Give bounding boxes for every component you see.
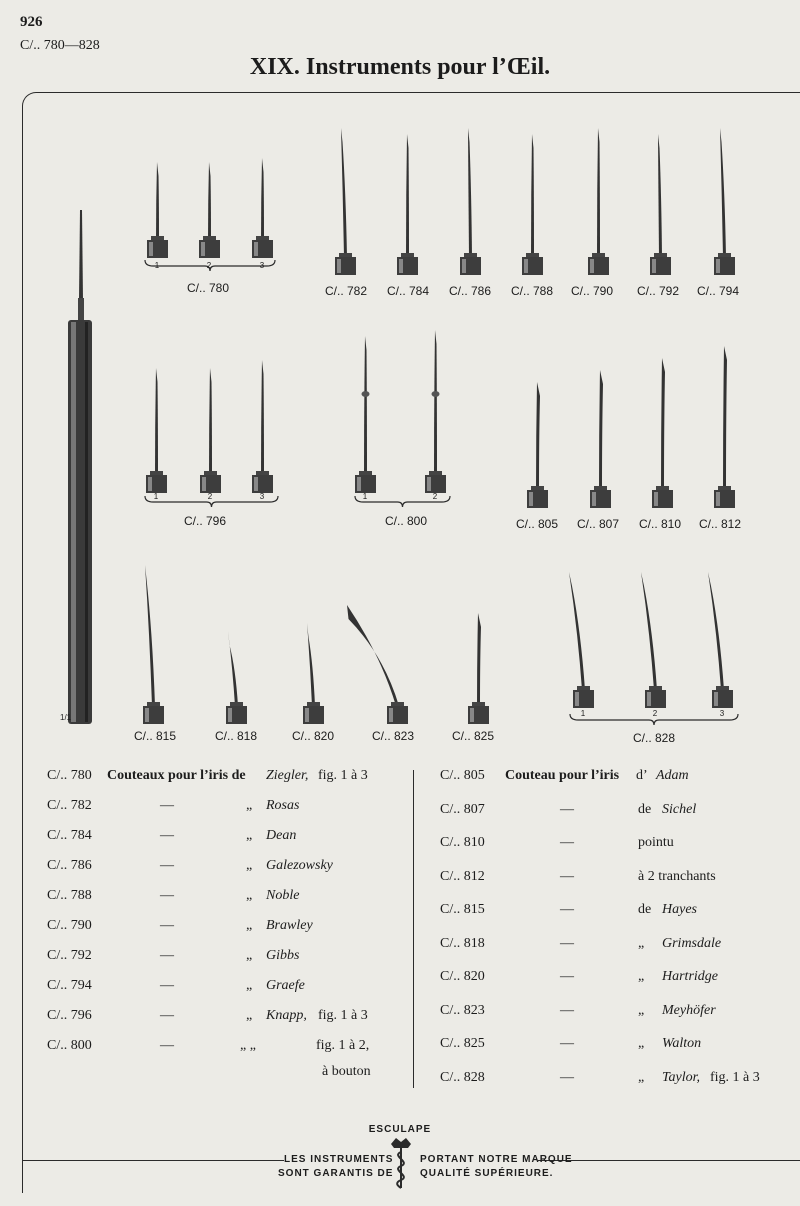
knife-786 xyxy=(460,128,481,275)
footer-brand: ESCULAPE xyxy=(368,1124,432,1135)
group-label-800: C/.. 800 xyxy=(384,514,428,528)
table-name-784: Dean xyxy=(266,828,297,843)
knife-790 xyxy=(588,128,609,275)
knife-796-fig1 xyxy=(146,368,167,493)
label-786: C/.. 786 xyxy=(448,284,492,298)
fig-number-800-1: 1 xyxy=(362,492,368,501)
knife-800-fig2 xyxy=(425,330,446,493)
label-784: C/.. 784 xyxy=(386,284,430,298)
table-ditto-792: „ xyxy=(246,948,253,963)
table-code-823: C/.. 823 xyxy=(440,1002,485,1018)
table-ditto-796: „ xyxy=(246,1008,253,1023)
table-name-788: Noble xyxy=(266,888,300,903)
table-code-796: C/.. 796 xyxy=(47,1008,92,1023)
table-dash-807: — xyxy=(560,801,574,817)
table-code-782: C/.. 782 xyxy=(47,798,92,813)
knife-794 xyxy=(714,128,735,275)
fig-number-796-1: 1 xyxy=(153,492,159,501)
table-code-784: C/.. 784 xyxy=(47,828,92,843)
table-dash-800: — xyxy=(160,1038,174,1053)
label-820: C/.. 820 xyxy=(291,729,335,743)
table-code-792: C/.. 792 xyxy=(47,948,92,963)
footer-line2-left: SONT GARANTIS DE xyxy=(278,1168,394,1179)
table-dash-794: — xyxy=(160,978,174,993)
table-code-812: C/.. 812 xyxy=(440,868,485,884)
label-788: C/.. 788 xyxy=(510,284,554,298)
footer-line1-left: LES INSTRUMENTS xyxy=(284,1154,394,1165)
knife-780-fig3 xyxy=(252,158,273,258)
label-810: C/.. 810 xyxy=(638,517,682,531)
table-name-805: Adam xyxy=(656,768,689,783)
table-desc-780: fig. 1 à 3 xyxy=(318,768,368,783)
table-code-780: C/.. 780 xyxy=(47,768,92,783)
table-desc-828: fig. 1 à 3 xyxy=(710,1069,760,1085)
table-heading-right: Couteau pour l’iris xyxy=(505,768,620,783)
table-pre-810: pointu xyxy=(638,835,674,850)
table-dash-782: — xyxy=(160,798,174,813)
table-dash-825: — xyxy=(560,1036,574,1051)
table-name-786: Galezowsky xyxy=(266,858,333,873)
button-tip-800-2 xyxy=(432,391,440,397)
table-ditto-784: „ xyxy=(246,828,253,843)
table-dash-792: — xyxy=(160,948,174,963)
table-code-818: C/.. 818 xyxy=(440,935,485,951)
label-792: C/.. 792 xyxy=(636,284,680,298)
table-code-810: C/.. 810 xyxy=(440,835,485,850)
table-code-820: C/.. 820 xyxy=(440,969,485,984)
table-ditto-800: „ „ xyxy=(240,1038,256,1053)
label-823: C/.. 823 xyxy=(371,729,415,743)
frame-rule-right xyxy=(538,1160,800,1161)
group-label-796: C/.. 796 xyxy=(183,514,227,528)
fig-number-800-2: 2 xyxy=(432,492,438,501)
knife-796-fig3 xyxy=(252,360,273,493)
knife-805 xyxy=(527,382,548,508)
fig-number-828-3: 3 xyxy=(719,709,725,718)
table-ditto-794: „ xyxy=(246,978,253,993)
knife-792 xyxy=(650,134,671,275)
table-name-794: Graefe xyxy=(266,978,305,993)
table-name-796: Knapp, xyxy=(266,1008,307,1023)
table-divider xyxy=(413,770,414,1088)
fig-number-780-2: 2 xyxy=(206,261,212,270)
knife-828-fig3 xyxy=(708,572,733,708)
fig-number-780-3: 3 xyxy=(259,261,265,270)
label-815: C/.. 815 xyxy=(133,729,177,743)
knife-788 xyxy=(522,134,543,275)
table-dash-828: — xyxy=(560,1069,574,1085)
table-dash-788: — xyxy=(160,888,174,903)
table-dash-815: — xyxy=(560,902,574,917)
table-desc-796: fig. 1 à 3 xyxy=(318,1008,368,1023)
knife-807 xyxy=(590,370,611,508)
label-805: C/.. 805 xyxy=(515,517,559,531)
caduceus-logo xyxy=(386,1136,416,1190)
table-name-823: Meyhöfer xyxy=(662,1002,716,1018)
knife-828-fig1 xyxy=(569,572,594,708)
table-dash-786: — xyxy=(160,858,174,873)
table-code-825: C/.. 825 xyxy=(440,1036,485,1051)
knife-handle-illustration xyxy=(68,210,92,724)
table-pre-818: „ xyxy=(638,935,645,951)
table-name-807: Sichel xyxy=(662,801,697,817)
table-pre-805: d’ xyxy=(636,768,648,783)
table-name-780: Ziegler, xyxy=(266,768,309,783)
page-title: XIX. Instruments pour l’Œil. xyxy=(249,54,551,80)
knife-820 xyxy=(303,623,324,724)
fig-number-796-2: 2 xyxy=(207,492,213,501)
knife-818 xyxy=(226,631,247,724)
table-name-782: Rosas xyxy=(266,798,300,813)
table-ditto-790: „ xyxy=(246,918,253,933)
handle-scale-mark: 1/1 xyxy=(60,713,72,722)
table-heading-left: Couteaux pour l’iris de xyxy=(107,768,246,783)
label-825: C/.. 825 xyxy=(451,729,495,743)
page-range: C/.. 780—828 xyxy=(20,38,100,53)
table-code-828: C/.. 828 xyxy=(440,1069,485,1085)
button-tip-800-1 xyxy=(362,391,370,397)
label-790: C/.. 790 xyxy=(570,284,614,298)
table-dash-810: — xyxy=(560,835,574,850)
label-818: C/.. 818 xyxy=(214,729,258,743)
knife-780-fig1 xyxy=(147,162,168,258)
knife-784 xyxy=(397,134,418,275)
page-number: 926 xyxy=(20,14,43,30)
knife-825 xyxy=(468,613,489,724)
table-dash-812: — xyxy=(560,868,574,884)
table-pre-807: de xyxy=(638,801,652,817)
table-code-786: C/.. 786 xyxy=(47,858,92,873)
table-name-828: Taylor, xyxy=(662,1069,701,1085)
table-ditto-788: „ xyxy=(246,888,253,903)
knife-812 xyxy=(714,346,735,508)
fig-number-828-1: 1 xyxy=(580,709,586,718)
knife-815 xyxy=(143,565,164,724)
table-pre-823: „ xyxy=(638,1002,645,1018)
frame-rule-left xyxy=(22,1160,284,1161)
knife-823 xyxy=(347,605,408,724)
knife-780-fig2 xyxy=(199,162,220,258)
fig-number-828-2: 2 xyxy=(652,709,658,718)
table-name-820: Hartridge xyxy=(662,969,718,984)
footer-line2-right: QUALITÉ SUPÉRIEURE. xyxy=(420,1168,554,1179)
label-782: C/.. 782 xyxy=(324,284,368,298)
knife-782 xyxy=(335,128,356,275)
table-pre-828: „ xyxy=(638,1069,645,1085)
knife-828-fig2 xyxy=(641,572,666,708)
table-name-790: Brawley xyxy=(266,918,313,933)
table-dash-820: — xyxy=(560,969,574,984)
table-code-788: C/.. 788 xyxy=(47,888,92,903)
table-code-790: C/.. 790 xyxy=(47,918,92,933)
table-name-825: Walton xyxy=(662,1036,702,1051)
group-label-828: C/.. 828 xyxy=(632,731,676,745)
table-code-794: C/.. 794 xyxy=(47,978,92,993)
knife-796-fig2 xyxy=(200,368,221,493)
group-label-780: C/.. 780 xyxy=(186,281,230,295)
table-code-800: C/.. 800 xyxy=(47,1038,92,1053)
table-code-815: C/.. 815 xyxy=(440,902,485,917)
table-ditto-786: „ xyxy=(246,858,253,873)
fig-number-780-1: 1 xyxy=(154,261,160,270)
table-pre-815: de xyxy=(638,902,652,917)
table-pre-820: „ xyxy=(638,969,645,984)
footer-line1-right: PORTANT NOTRE MARQUE xyxy=(420,1154,573,1165)
fig-number-796-3: 3 xyxy=(259,492,265,501)
table-desc-800: fig. 1 à 2, xyxy=(316,1038,370,1053)
label-794: C/.. 794 xyxy=(696,284,740,298)
table-dash-818: — xyxy=(560,935,574,951)
table-code-807: C/.. 807 xyxy=(440,801,485,817)
label-807: C/.. 807 xyxy=(576,517,620,531)
table-dash-796: — xyxy=(160,1008,174,1023)
table-name-815: Hayes xyxy=(662,902,697,917)
table-pre-825: „ xyxy=(638,1036,645,1051)
table-ditto-782: „ xyxy=(246,798,253,813)
table-dash-784: — xyxy=(160,828,174,843)
label-812: C/.. 812 xyxy=(698,517,742,531)
table-code-805: C/.. 805 xyxy=(440,768,485,783)
table-name-818: Grimsdale xyxy=(662,935,722,951)
table-dash-823: — xyxy=(560,1002,574,1018)
knife-800-fig1 xyxy=(355,336,376,493)
table-desc2-800: à bouton xyxy=(322,1064,371,1079)
table-dash-790: — xyxy=(160,918,174,933)
table-name-792: Gibbs xyxy=(266,948,300,963)
knife-810 xyxy=(652,358,673,508)
table-pre-812: à 2 tranchants xyxy=(638,868,716,884)
